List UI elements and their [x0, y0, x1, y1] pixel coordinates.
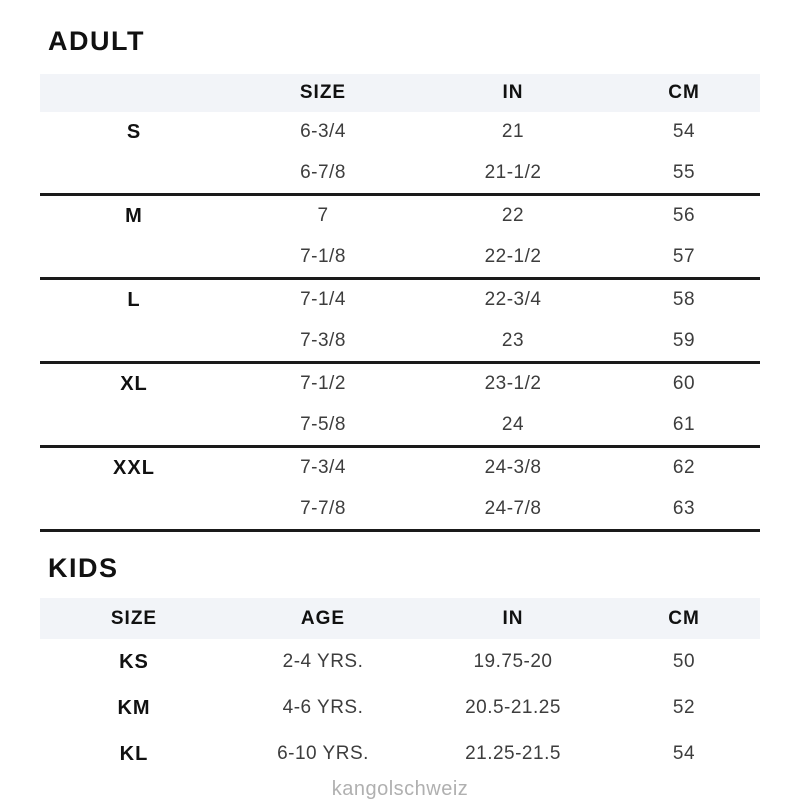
cm-value: 63: [672, 497, 696, 519]
hat-size-value: 7: [317, 205, 329, 227]
cm-value: 55: [672, 161, 696, 183]
inches-value: 24: [501, 413, 525, 435]
cm-value: 61: [672, 413, 696, 435]
kids-header-cm: CM: [668, 607, 700, 629]
table-row: [40, 639, 760, 685]
size-label: XL: [120, 372, 148, 395]
adult-size-group-l: [40, 280, 760, 364]
table-row: [40, 448, 760, 489]
table-row: [40, 196, 760, 237]
table-row: [40, 112, 760, 153]
hat-size-value: 7-5/8: [300, 413, 346, 435]
hat-size-value: 7-1/8: [300, 245, 346, 267]
hat-size-value: 7-1/4: [300, 289, 346, 311]
kids-header-in: IN: [502, 607, 524, 629]
inches-value: 24-7/8: [484, 497, 542, 519]
cm-value: 54: [672, 743, 696, 764]
adult-header-cm: CM: [668, 82, 700, 103]
table-row: [40, 237, 760, 278]
cm-value: 54: [672, 121, 696, 143]
table-row: [40, 153, 760, 194]
adult-size-group-s: [40, 112, 760, 196]
hat-size-value: 7-1/2: [300, 373, 346, 395]
kids-header-size: SIZE: [110, 607, 158, 629]
size-label: M: [125, 204, 143, 227]
kids-section-title: KIDS: [48, 553, 119, 583]
kids-header-age: AGE: [300, 607, 346, 629]
adult-header-size: SIZE: [299, 82, 347, 103]
hat-size-value: 7-7/8: [300, 497, 346, 519]
watermark-text: kangolschweiz: [331, 778, 469, 800]
size-label: XXL: [113, 456, 155, 479]
inches-value: 19.75-20: [473, 651, 553, 672]
inches-value: 20.5-21.25: [465, 697, 561, 718]
age-value: 4-6 YRS.: [282, 697, 364, 718]
size-label: KM: [117, 696, 151, 719]
cm-value: 59: [672, 329, 696, 351]
inches-value: 24-3/8: [484, 457, 542, 479]
cm-value: 60: [672, 373, 696, 395]
inches-value: 21.25-21.5: [465, 743, 561, 764]
cm-value: 62: [672, 457, 696, 479]
adult-size-group-xl: [40, 364, 760, 448]
age-value: 6-10 YRS.: [277, 743, 369, 764]
kids-size-table: [40, 598, 760, 777]
table-row: [40, 685, 760, 731]
hat-size-value: 6-3/4: [300, 121, 346, 143]
adult-header-in: IN: [502, 82, 524, 103]
cm-value: 50: [672, 651, 696, 672]
adult-size-group-xxl: [40, 448, 760, 532]
table-row: [40, 280, 760, 321]
table-row: [40, 364, 760, 405]
size-label: L: [127, 288, 141, 311]
inches-value: 22-3/4: [484, 289, 542, 311]
table-row: [40, 731, 760, 777]
inches-value: 22: [501, 205, 525, 227]
size-label: S: [126, 120, 142, 143]
adult-size-table: [40, 74, 760, 532]
hat-size-value: 7-3/8: [300, 329, 346, 351]
adult-section-title: ADULT: [48, 26, 145, 56]
table-row: [40, 405, 760, 446]
inches-value: 21: [501, 121, 525, 143]
inches-value: 23-1/2: [484, 373, 542, 395]
age-value: 2-4 YRS.: [282, 651, 364, 672]
adult-table-header-row: [40, 74, 760, 112]
inches-value: 22-1/2: [484, 245, 542, 267]
inches-value: 21-1/2: [484, 161, 542, 183]
table-row: [40, 489, 760, 530]
hat-size-value: 6-7/8: [300, 161, 346, 183]
size-label: KL: [119, 742, 149, 765]
inches-value: 23: [501, 329, 525, 351]
size-label: KS: [119, 650, 149, 673]
cm-value: 52: [672, 697, 696, 718]
kids-table-header-row: [40, 598, 760, 639]
cm-value: 57: [672, 245, 696, 267]
adult-size-group-m: [40, 196, 760, 280]
table-row: [40, 321, 760, 362]
hat-size-value: 7-3/4: [300, 457, 346, 479]
cm-value: 56: [672, 205, 696, 227]
cm-value: 58: [672, 289, 696, 311]
